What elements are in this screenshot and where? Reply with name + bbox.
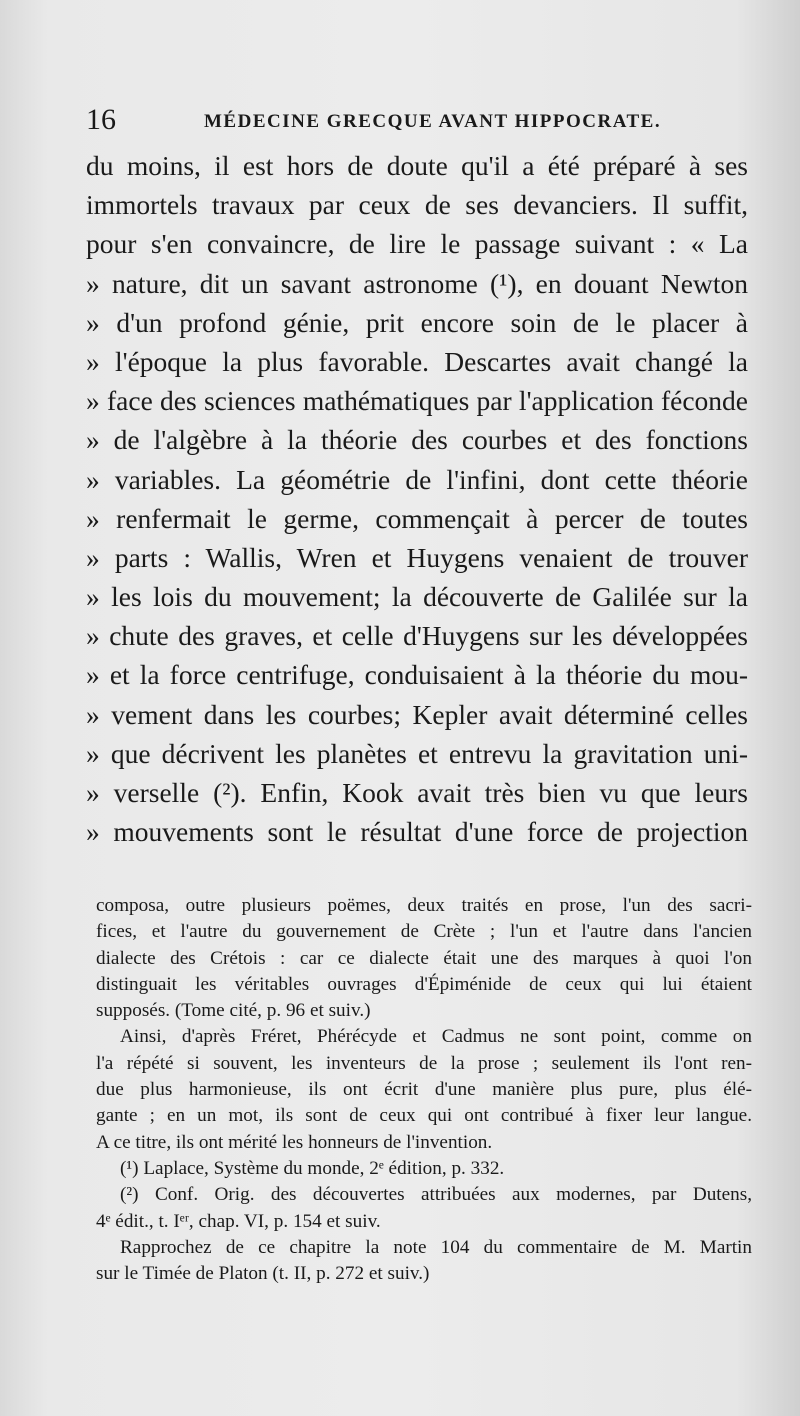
footnote-line: Rapprochez de ce chapitre la note 104 du commentaire de M. Martin	[120, 1236, 752, 1258]
footnote-line: (²) Conf. Orig. des découvertes attribuées aux modernes, par Dutens,	[120, 1184, 752, 1206]
text-line: » de l'algèbre à la théorie des courbes et des fonctions	[86, 424, 748, 456]
footnote-line: Ainsi, d'après Fréret, Phérécyde et Cadmus ne sont point, comme on	[120, 1026, 752, 1048]
text-line: » mouvements sont le résultat d'une force de projection	[86, 816, 748, 848]
footnote-line: fices, et l'autre du gouvernement de Crète ; l'un et l'autre dans l'ancien	[96, 921, 752, 943]
footnotes	[96, 893, 752, 1287]
footnote-line: dialecte des Crétois : car ce dialecte était une des marques à quoi l'on	[96, 947, 752, 969]
text-line: pour s'en convaincre, de lire le passage suivant : « La	[86, 228, 748, 260]
text-line: » verselle (²). Enfin, Kook avait très bien vu que leurs	[86, 777, 748, 808]
page-number: 16	[86, 103, 116, 136]
page-header	[86, 104, 746, 136]
footnote-line: due plus harmonieuse, ils ont écrit d'une manière plus pure, plus élé-	[96, 1079, 752, 1101]
text-line: » l'époque la plus favorable. Descartes avait changé la	[86, 345, 748, 377]
footnote-line: sur le Timée de Platon (t. II, p. 272 et suiv.)	[96, 1263, 430, 1285]
main-text	[86, 146, 748, 851]
text-line: » face des sciences mathématiques par l'application féconde	[86, 385, 748, 417]
text-line: » que décrivent les planètes et entrevu la gravitation uni-	[86, 737, 748, 769]
text-line: » chute des graves, et celle d'Huygens sur les développées	[86, 620, 748, 652]
footnote-line: 4ᵉ édit., t. Iᵉʳ, chap. VI, p. 154 et suiv.	[96, 1210, 381, 1232]
text-line: » vement dans les courbes; Kepler avait déterminé celles	[86, 698, 748, 730]
text-line: » renfermait le germe, commençait à percer de toutes	[86, 502, 748, 534]
footnote-line: gante ; en un mot, ils sont de ceux qui ont contribué à fixer leur langue.	[96, 1105, 752, 1127]
text-line: du moins, il est hors de doute qu'il a été préparé à ses	[86, 150, 748, 181]
text-line: » nature, dit un savant astronome (¹), en douant Newton	[86, 267, 748, 299]
footnote-line: distinguait les véritables ouvrages d'Épiménide de ceux qui lui étaient	[96, 973, 752, 995]
text-line: » et la force centrifuge, conduisaient à la théorie du mou-	[86, 659, 748, 691]
footnote-line: l'a répété si souvent, les inventeurs de la prose ; seulement ils l'ont ren-	[96, 1052, 752, 1074]
text-line: » d'un profond génie, prit encore soin de le placer à	[86, 306, 748, 338]
text-line: immortels travaux par ceux de ses devanciers. Il suffit,	[86, 189, 748, 221]
footnote-line: A ce titre, ils ont mérité les honneurs de l'invention.	[96, 1131, 493, 1153]
text-line: » parts : Wallis, Wren et Huygens venaient de trouver	[86, 541, 748, 573]
running-title: MÉDECINE GRECQUE AVANT HIPPOCRATE.	[204, 111, 662, 132]
footnote-line: (¹) Laplace, Système du monde, 2ᵉ édition, p. 332.	[120, 1157, 505, 1179]
text-line: » les lois du mouvement; la découverte de Galilée sur la	[86, 581, 748, 613]
footnote-line: supposés. (Tome cité, p. 96 et suiv.)	[96, 1000, 371, 1022]
text-line: » variables. La géométrie de l'infini, dont cette théorie	[86, 463, 748, 495]
footnote-line: composa, outre plusieurs poëmes, deux traités en prose, l'un des sacri-	[96, 895, 752, 916]
